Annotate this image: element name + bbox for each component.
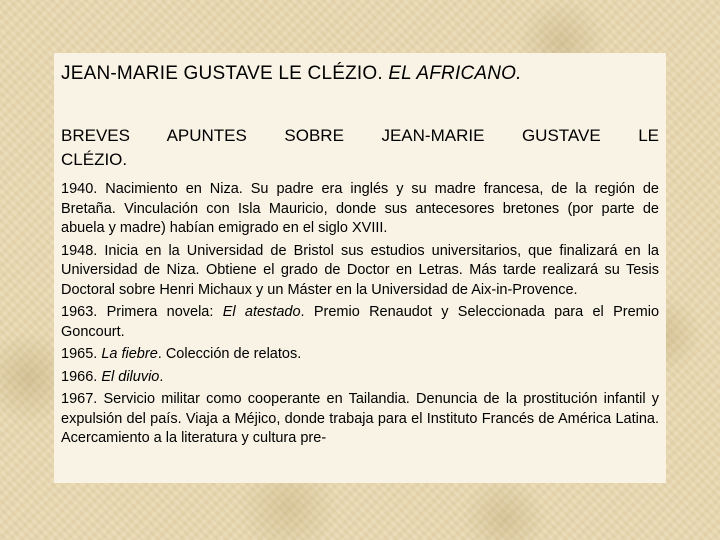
title-italic: EL AFRICANO. [388, 63, 522, 84]
entry-text: . Premio Renaudot y Seleccionada para el Premio Goncourt. [61, 304, 660, 340]
slide-content-panel [54, 53, 666, 483]
title-main: JEAN-MARIE GUSTAVE LE CLÉZIO. [61, 63, 383, 84]
timeline-entry-1967: 1967. Servicio militar como cooperante en Tailandia. Denuncia de la prostitución infantil y expulsión del país. Viaja a Méjico, donde trabaja para el Instituto Francés de América Latina. Acercamiento a la literatura y cultura pre- [61, 390, 659, 447]
book-title: El diluvio [101, 368, 160, 385]
entry-text: . [159, 368, 164, 385]
entry-text: 1966. [61, 368, 102, 385]
entry-text: . Colección de relatos. [157, 346, 302, 363]
timeline [61, 180, 659, 449]
timeline-entry-1966 [61, 368, 659, 388]
book-title: El atestado [222, 304, 301, 321]
section-heading-line-2: CLÉZIO. [61, 150, 128, 169]
section-heading-line-1: BREVES APUNTES SOBRE JEAN-MARIE GUSTAVE LE [61, 126, 659, 145]
timeline-entry-1963 [61, 303, 659, 342]
book-title: La fiebre [101, 346, 158, 363]
timeline-entry-1965 [61, 345, 659, 365]
section-heading [61, 124, 659, 172]
entry-text: 1965. [61, 346, 102, 363]
timeline-entry-1940: 1940. Nacimiento en Niza. Su padre era inglés y su madre francesa, de la región de Bretaña. Vinculación con Isla Mauricio, donde sus antecesores bretones (por parte de abuela y madre) habían emigrado en el siglo XVIII. [61, 181, 659, 237]
slide-title [61, 63, 659, 85]
timeline-entry-1948: 1948. Inicia en la Universidad de Bristol sus estudios universitarios, que finalizará en la Universidad de Niza. Obtiene el grado de Doctor en Letras. Más tarde realizará su Tesis Doctoral sobre Henri Michaux y un Máster en la Universidad de Aix-in-Provence. [61, 242, 659, 298]
entry-text: 1963. Primera novela: [61, 304, 223, 321]
